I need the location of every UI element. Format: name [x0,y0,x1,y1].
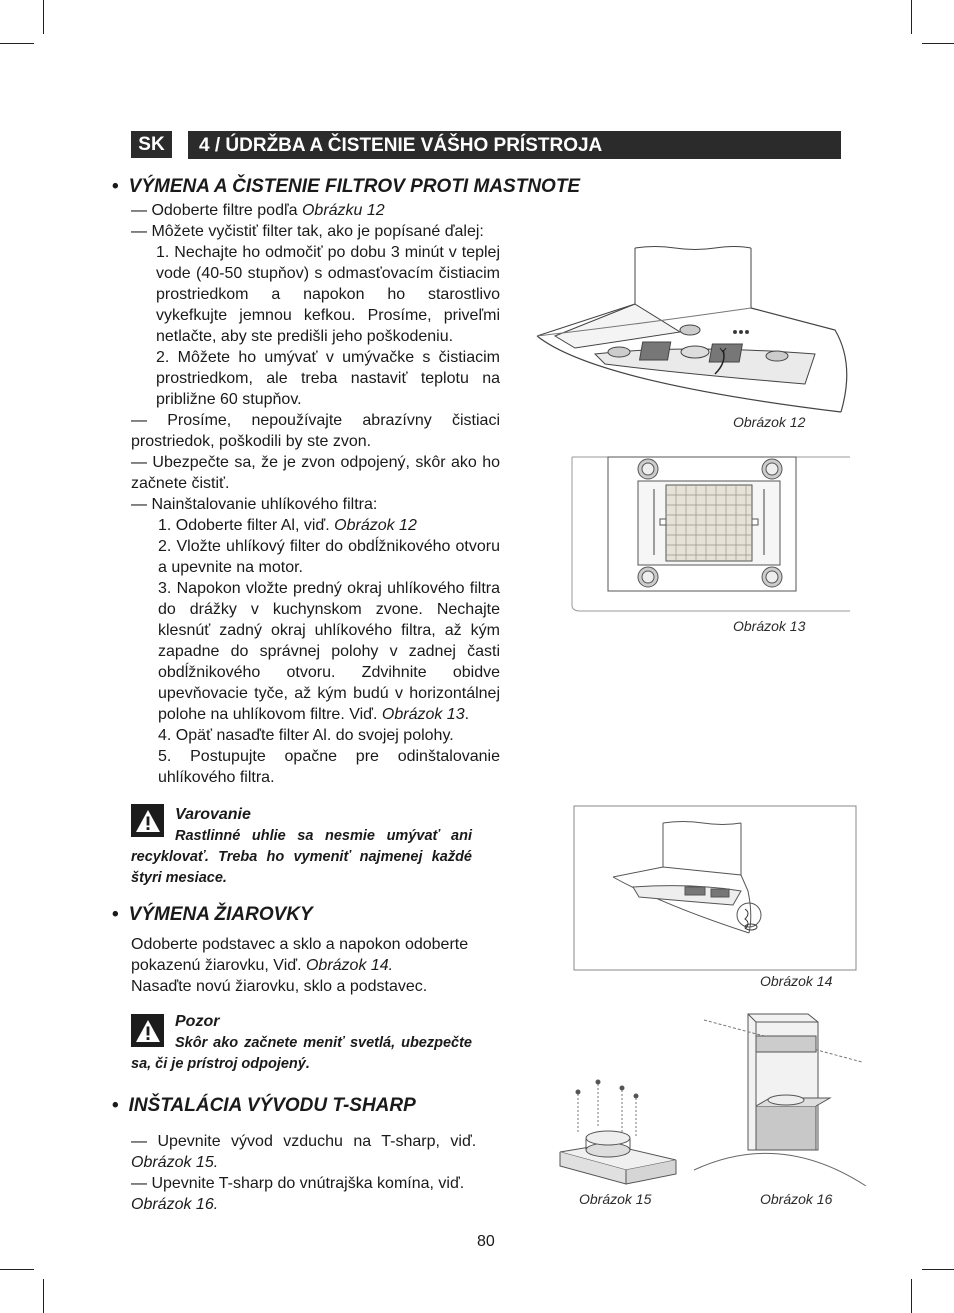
figure-12-caption: Obrázok 12 [733,414,806,430]
crop-mark [922,43,954,44]
list-item: 4. Opäť nasaďte filter Al. do svojej polohy. [158,727,454,744]
section-title-text: VÝMENA ŽIAROVKY [128,904,313,925]
figure-ref: Obrázok 16. [131,1196,219,1213]
list-item: 5. Postupujte opačne pre odinštalovanie uhlíkového filtra. [158,748,500,786]
figure-14-caption: Obrázok 14 [760,973,833,989]
tsharp-text [131,1131,477,1215]
text-line: Odoberte podstavec a sklo a napokon odoberte [131,936,469,953]
step-line: — Ubezpečte sa, že je zvon odpojený, skôr ako ho začnete čistiť. [131,454,500,492]
bullet: • [112,904,119,925]
text-line: pokazenú žiarovku, Viď. Obrázok 14. [131,957,394,974]
language-badge: SK [131,131,172,158]
warning-text: Rastlinné uhlie sa nesmie umývať ani recyklovať. Treba ho vymeniť najmenej každé štyri mesiace. [131,828,472,886]
crop-mark [911,0,912,34]
figure-15-illustration [556,1076,682,1186]
figure-12-illustration [535,244,857,414]
figure-14-illustration [573,805,857,971]
bullet: • [112,1095,119,1116]
figure-13-illustration [568,455,850,613]
crop-mark [0,43,34,44]
figure-16-illustration [690,1010,868,1186]
step-line: — Prosíme, nepoužívajte abrazívny čistiaci prostriedok, poškodili by ste zvon. [131,412,500,450]
caution-text: Skôr ako začnete meniť svetlá, ubezpečte sa, či je prístroj odpojený. [131,1035,472,1072]
text-line: Nasaďte novú žiarovku, sklo a podstavec. [131,978,428,995]
step-line: — Môžete vyčistiť filter tak, ako je popísané ďalej: [131,223,484,240]
figure-16-caption: Obrázok 16 [760,1191,833,1207]
crop-mark [0,1269,34,1270]
page-number: 80 [477,1233,495,1250]
figure-ref: Obrázok 14. [305,957,394,974]
filters-text [131,200,500,788]
bulb-text [131,934,481,997]
figure-15-caption: Obrázok 15 [579,1191,652,1207]
crop-mark [911,1279,912,1313]
section-header: 4 / ÚDRŽBA A ČISTENIE VÁŠHO PRÍSTROJA [188,131,841,159]
crop-mark [43,0,44,34]
figure-ref: Obrázok 13 [381,706,465,723]
step-line: — Odoberte filtre podľa Obrázku 12 [131,202,385,219]
crop-mark [43,1279,44,1313]
text-line: — Upevnite vývod vzduchu na T-sharp, viď. [131,1133,477,1150]
figure-ref: Obrázok 15. [131,1154,219,1171]
warning-title: Varovanie [175,806,251,823]
crop-mark [922,1269,954,1270]
section-title-tsharp [112,1095,416,1117]
text-line: — Upevnite T-sharp do vnútrajška komína, viď. [131,1175,465,1192]
list-item: 1. Nechajte ho odmočiť po dobu 3 minút v teplej vode (40-50 stupňov) s odmasťovacím čistiacim prostriedkom a napokon ho starostlivo vykefkujte jemnou kefkou. Prosíme, priveľmi netlačte, aby ste predišli jeho poškodeniu. [156,244,500,345]
list-item: 2. Vložte uhlíkový filter do obdĺžnikového otvoru a upevnite na motor. [158,538,500,576]
list-item: 1. Odoberte filter Al, viď. Obrázok 12 [158,517,417,534]
step-line: — Nainštalovanie uhlíkového filtra: [131,496,378,513]
figure-ref: Obrázok 12 [334,517,417,534]
section-title-bulb [112,904,313,926]
figure-ref: Obrázku 12 [301,202,385,219]
list-item: 2. Môžete ho umývať v umývačke s čistiacim prostriedkom, ale treba nastaviť teplotu na približne 60 stupňov. [156,349,500,408]
caution-title: Pozor [175,1013,220,1030]
section-title-filters [112,176,580,198]
section-title-text: INŠTALÁCIA VÝVODU T-SHARP [128,1095,416,1116]
list-item: 3. Napokon vložte predný okraj uhlíkového filtra do drážky v kuchynskom zvone. Nechajte klesnúť zadný okraj uhlíkového filtra, až kým zapadne do správnej polohy v zadnej časti obdĺžnikového otvoru. Zdvihnite obidve upevňovacie tyče, až kým budú v horizontálnej polohe na uhlíkovom filtre. Viď. Obrázok 13. [158,580,500,723]
figure-13-caption: Obrázok 13 [733,618,806,634]
bullet: • [112,176,119,197]
section-title-text: VÝMENA A ČISTENIE FILTROV PROTI MASTNOTE [128,176,581,197]
